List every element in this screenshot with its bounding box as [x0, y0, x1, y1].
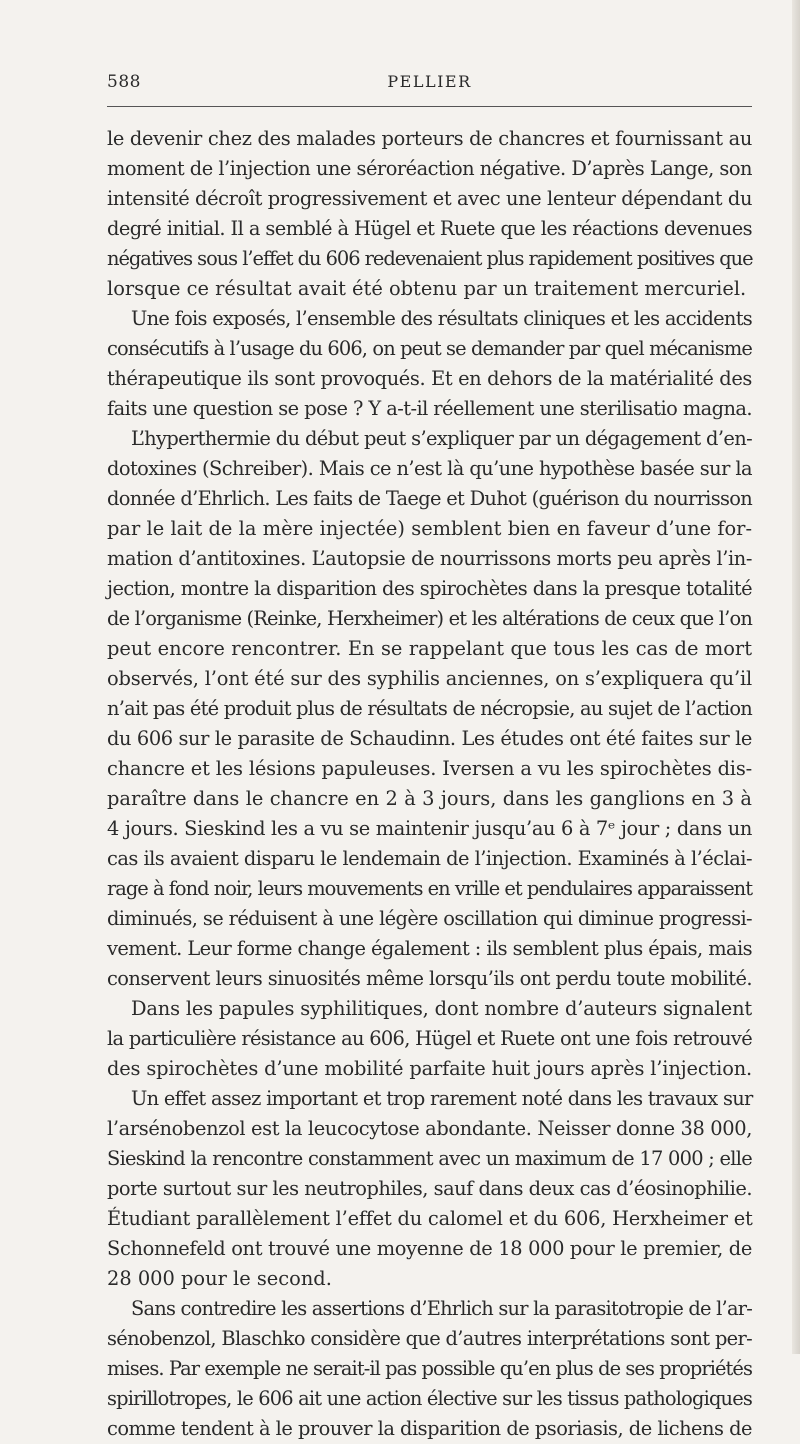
- text-line: des spirochètes d’une mobilité parfaite huit jours après l’injection.: [107, 1057, 753, 1080]
- text-line: jection, montre la disparition des spirochètes dans la presque totalité: [107, 577, 753, 600]
- header-rule: [107, 106, 752, 107]
- text-line: consécutifs à l’usage du 606, on peut se demander par quel mécanisme: [107, 337, 752, 360]
- text-line: de l’organisme (Reinke, Herxheimer) et les altérations de ceux que l’on: [107, 607, 752, 630]
- text-line: moment de l’injection une séroréaction négative. D’après Lange, son: [107, 157, 752, 180]
- page-number: 588: [107, 72, 141, 92]
- text-line: comme tendent à le prouver la disparition de psoriasis, de lichens de: [107, 1417, 752, 1440]
- text-line: peut encore rencontrer. En se rappelant que tous les cas de mort: [107, 637, 752, 660]
- body-text: [107, 124, 752, 1444]
- text-line: par le lait de la mère injectée) semblent bien en faveur d’une for-: [107, 517, 752, 540]
- text-line: lorsque ce résultat avait été obtenu par un traitement mercuriel.: [107, 277, 747, 300]
- text-line: donnée d’Ehrlich. Les faits de Taege et Duhot (guérison du nourrisson: [107, 487, 753, 510]
- text-line: rage à fond noir, leurs mouvements en vrille et pendulaires apparaissent: [107, 877, 752, 900]
- text-line: négatives sous l’effet du 606 redevenaient plus rapidement positives que: [107, 247, 753, 270]
- text-line: observés, l’ont été sur des syphilis anciennes, on s’expliquera qu’il: [107, 667, 753, 690]
- text-line: 28 000 pour le second.: [107, 1267, 332, 1290]
- text-line: chancre et les lésions papuleuses. Iversen a vu les spirochètes dis-: [107, 757, 753, 780]
- text-line: vement. Leur forme change également : ils semblent plus épais, mais: [107, 937, 753, 960]
- text-line: du 606 sur le parasite de Schaudinn. Les études ont été faites sur le: [107, 727, 752, 750]
- text-line: intensité décroît progressivement et avec une lenteur dépendant du: [107, 187, 753, 210]
- text-line: degré initial. Il a semblé à Hügel et Ruete que les réactions devenues: [107, 217, 752, 240]
- running-title: PELLIER: [387, 72, 472, 91]
- text-line: sénobenzol, Blaschko considère que d’autres interprétations sont per-: [107, 1327, 752, 1350]
- text-line: mation d’antitoxines. L’autopsie de nourrissons morts peu après l’in-: [107, 547, 752, 570]
- text-line: Étudiant parallèlement l’effet du calomel et du 606, Herxheimer et: [107, 1207, 753, 1230]
- text-line: Une fois exposés, l’ensemble des résultats cliniques et les accidents: [131, 307, 753, 330]
- text-line: le devenir chez des malades porteurs de chancres et fournissant au: [107, 127, 752, 150]
- text-line: L’hyperthermie du début peut s’expliquer par un dégagement d’en-: [131, 427, 752, 450]
- text-line: paraître dans le chancre en 2 à 3 jours, dans les ganglions en 3 à: [107, 787, 752, 810]
- text-line: thérapeutique ils sont provoqués. Et en dehors de la matérialité des: [107, 367, 752, 390]
- text-line: mises. Par exemple ne serait-il pas possible qu’en plus de ses propriétés: [107, 1357, 753, 1380]
- text-line: n’ait pas été produit plus de résultats de nécropsie, au sujet de l’action: [107, 697, 752, 720]
- text-line: diminués, se réduisent à une légère oscillation qui diminue progressi-: [107, 907, 752, 930]
- text-line: spirillotropes, le 606 ait une action élective sur les tissus pathologiques: [107, 1387, 752, 1410]
- text-line: la particulière résistance au 606, Hügel et Ruete ont une fois retrouvé: [107, 1027, 752, 1050]
- text-line: Schonnefeld ont trouvé une moyenne de 18 000 pour le premier, de: [107, 1237, 753, 1260]
- text-line: cas ils avaient disparu le lendemain de l’injection. Examinés à l’éclai-: [107, 847, 753, 870]
- text-line: 4 jours. Sieskind les a vu se maintenir jusqu’au 6 à 7ᵉ jour ; dans un: [107, 817, 752, 840]
- text-line: porte surtout sur les neutrophiles, sauf dans deux cas d’éosinophilie.: [107, 1177, 752, 1200]
- text-line: Un effet assez important et trop rarement noté dans les travaux sur: [131, 1087, 753, 1110]
- text-line: dotoxines (Schreiber). Mais ce n’est là qu’une hypothèse basée sur la: [107, 457, 752, 480]
- running-head: [107, 72, 752, 100]
- text-line: Dans les papules syphilitiques, dont nombre d’auteurs signalent: [131, 997, 753, 1020]
- text-line: Sieskind la rencontre constamment avec un maximum de 17 000 ; elle: [107, 1147, 753, 1170]
- text-line: Sans contredire les assertions d’Ehrlich sur la parasitotropie de l’ar-: [131, 1297, 752, 1320]
- text-line: conservent leurs sinuosités même lorsqu’ils ont perdu toute mobilité.: [107, 967, 752, 990]
- text-line: faits une question se pose ? Y a-t-il réellement une sterilisatio magna.: [107, 397, 752, 420]
- page-edge-shadow: [792, 0, 800, 1354]
- text-line: l’arsénobenzol est la leucocytose abondante. Neisser donne 38 000,: [107, 1117, 753, 1140]
